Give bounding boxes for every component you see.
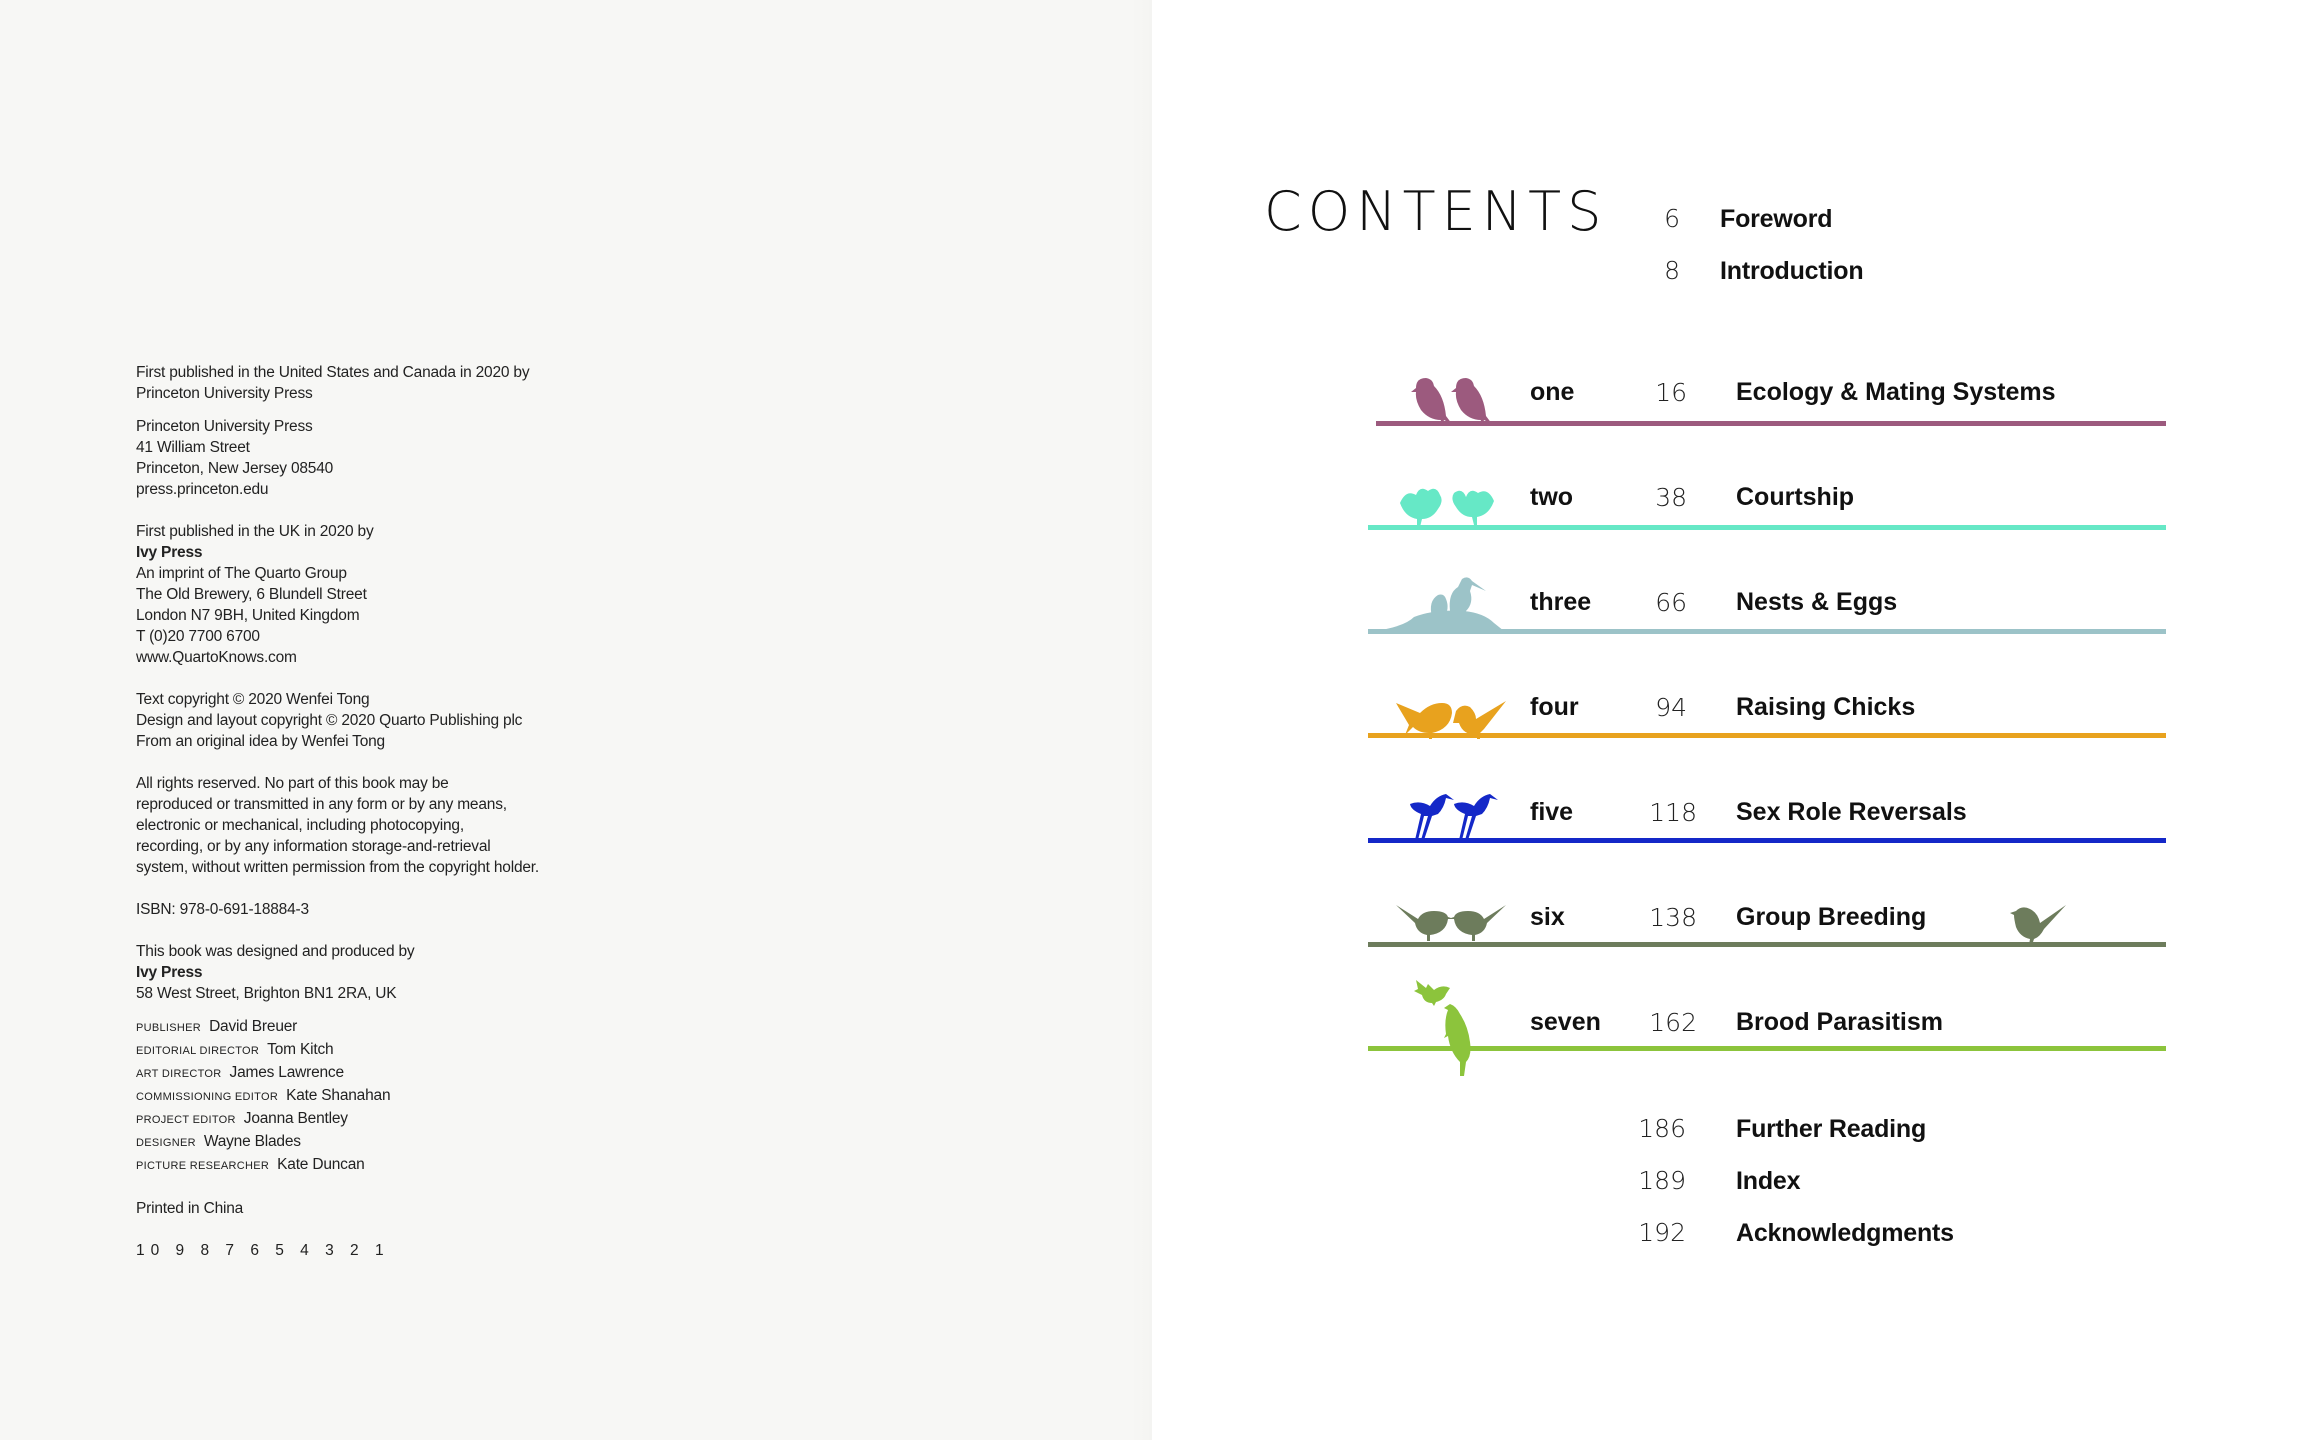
fairy-wren-icon [2010,903,2070,945]
chapter-page-number: 118 [1649,798,1697,827]
credit-line [136,1039,576,1062]
designer-publisher-name: Ivy Press [136,964,203,981]
storks-on-nest-icon [1374,575,1504,635]
imprint-line: 41 William Street [136,439,250,456]
toc-label: Further Reading [1736,1115,1927,1143]
chapter-page-number: 138 [1649,903,1697,932]
imprint-line: press.princeton.edu [136,481,269,498]
credit-role: PROJECT EDITOR [136,1114,236,1126]
chapter-title: Raising Chicks [1736,693,1916,721]
print-run: 10 9 8 7 6 5 4 3 2 1 [136,1242,390,1259]
chapter-number: four [1530,693,1579,721]
credit-name: Wayne Blades [203,1133,301,1150]
chapter-row-five[interactable] [1152,780,2302,870]
chapter-divider [1368,733,2166,738]
toc-page-number: 6 [1664,204,1680,233]
chapter-row-two[interactable] [1152,465,2302,555]
credit-name: Kate Shanahan [286,1087,391,1104]
chapter-row-one[interactable] [1152,360,2302,450]
chapter-page-number: 162 [1649,1008,1697,1037]
credit-line [136,1131,576,1154]
rights-line: All rights reserved. No part of this book may be [136,775,449,792]
chapter-divider [1376,421,2166,426]
chapter-title: Brood Parasitism [1736,1008,1944,1036]
rights-line: system, without written permission from the copyright holder. [136,859,540,876]
imprint-line: Princeton, New Jersey 08540 [136,460,334,477]
publisher-name: Ivy Press [136,544,203,561]
imprint-line: London N7 9BH, United Kingdom [136,607,360,624]
rights-line: recording, or by any information storage-and-retrieval [136,838,491,855]
cuckoo-and-host-icon [1414,978,1484,1076]
chapter-divider [1368,942,2166,947]
imprint-line: Princeton University Press [136,385,313,402]
credit-name: Kate Duncan [277,1156,365,1173]
imprint-line: First published in the UK in 2020 by [136,523,374,540]
chapter-title: Sex Role Reversals [1736,798,1967,826]
credit-line [136,1154,576,1177]
chapter-divider [1368,629,2166,634]
toc-page-number: 189 [1638,1166,1686,1195]
credit-name: Joanna Bentley [243,1110,348,1127]
toc-page-number: 186 [1638,1114,1686,1143]
isbn: ISBN: 978-0-691-18884-3 [136,901,309,918]
chapter-number: six [1530,903,1565,931]
imprint-line: First published in the United States and Canada in 2020 by [136,364,530,381]
toc-page-number: 192 [1638,1218,1686,1247]
chapter-row-four[interactable] [1152,675,2302,765]
imprint-line: 58 West Street, Brighton BN1 2RA, UK [136,985,397,1002]
chapter-divider [1368,525,2166,530]
credit-role: PUBLISHER [136,1022,202,1034]
toc-label: Acknowledgments [1736,1219,1954,1247]
displaying-grouse-icon [1396,483,1502,529]
toc-item-acknowledgments[interactable] [1632,1218,1954,1254]
credit-name: Tom Kitch [267,1041,334,1058]
page-title: CONTENTS [1264,180,1608,243]
credit-role: ART DIRECTOR [136,1068,222,1080]
chapter-title: Courtship [1736,483,1855,511]
credit-role: PICTURE RESEARCHER [136,1160,270,1172]
copyright-line: From an original idea by Wenfei Tong [136,733,385,750]
rights-line: reproduced or transmitted in any form or by any means, [136,796,507,813]
chapter-divider [1368,1046,2166,1051]
chapter-title: Ecology & Mating Systems [1736,378,2056,406]
imprint-line: This book was designed and produced by [136,943,415,960]
credit-role: DESIGNER [136,1137,196,1149]
credit-role: EDITORIAL DIRECTOR [136,1045,260,1057]
chapter-page-number: 94 [1655,693,1687,722]
contents-page [1152,0,2302,1440]
chapter-page-number: 66 [1655,588,1687,617]
credit-line [136,1016,576,1039]
credit-name: David Breuer [209,1018,298,1035]
chapter-row-three[interactable] [1152,570,2302,660]
credit-line [136,1085,576,1108]
walking-shorebirds-icon [1408,788,1508,842]
chapter-number: three [1530,588,1592,616]
chapter-title: Nests & Eggs [1736,588,1898,616]
chapter-divider [1368,838,2166,843]
toc-label: Index [1736,1167,1801,1195]
chapter-number: five [1530,798,1574,826]
rights-line: electronic or mechanical, including photocopying, [136,817,464,834]
imprint-line: www.QuartoKnows.com [136,649,297,666]
credit-role: COMMISSIONING EDITOR [136,1091,279,1103]
toc-item-index[interactable] [1632,1166,1800,1202]
imprint-line: An imprint of The Quarto Group [136,565,347,582]
copyright-line: Text copyright © 2020 Wenfei Tong [136,691,370,708]
imprint-line: T (0)20 7700 6700 [136,628,260,645]
chapter-number: two [1530,483,1574,511]
imprint-line: Princeton University Press [136,418,313,435]
credit-name: James Lawrence [229,1064,344,1081]
imprint-line: The Old Brewery, 6 Blundell Street [136,586,367,603]
chapter-number: one [1530,378,1575,406]
printed-in: Printed in China [136,1200,244,1217]
gutter-shadow [1130,0,1152,1440]
toc-item-further-reading[interactable] [1632,1114,1926,1150]
chapter-page-number: 38 [1655,483,1687,512]
chapter-row-six[interactable] [1152,885,2302,975]
credit-line [136,1108,576,1131]
copyright-line: Design and layout copyright © 2020 Quarto Publishing plc [136,712,523,729]
toc-item-introduction[interactable] [1652,256,1863,292]
toc-label: Introduction [1720,257,1864,285]
chapter-row-seven[interactable] [1152,990,2302,1080]
fairy-wrens-icon [1396,901,1506,945]
chapter-number: seven [1530,1008,1601,1036]
toc-label: Foreword [1720,205,1833,233]
toc-page-number: 8 [1664,256,1680,285]
credit-line [136,1062,576,1085]
imprint-text [136,362,576,1261]
toc-item-foreword[interactable] [1652,204,1832,240]
chapter-page-number: 16 [1655,378,1687,407]
chapter-title: Group Breeding [1736,903,1927,931]
